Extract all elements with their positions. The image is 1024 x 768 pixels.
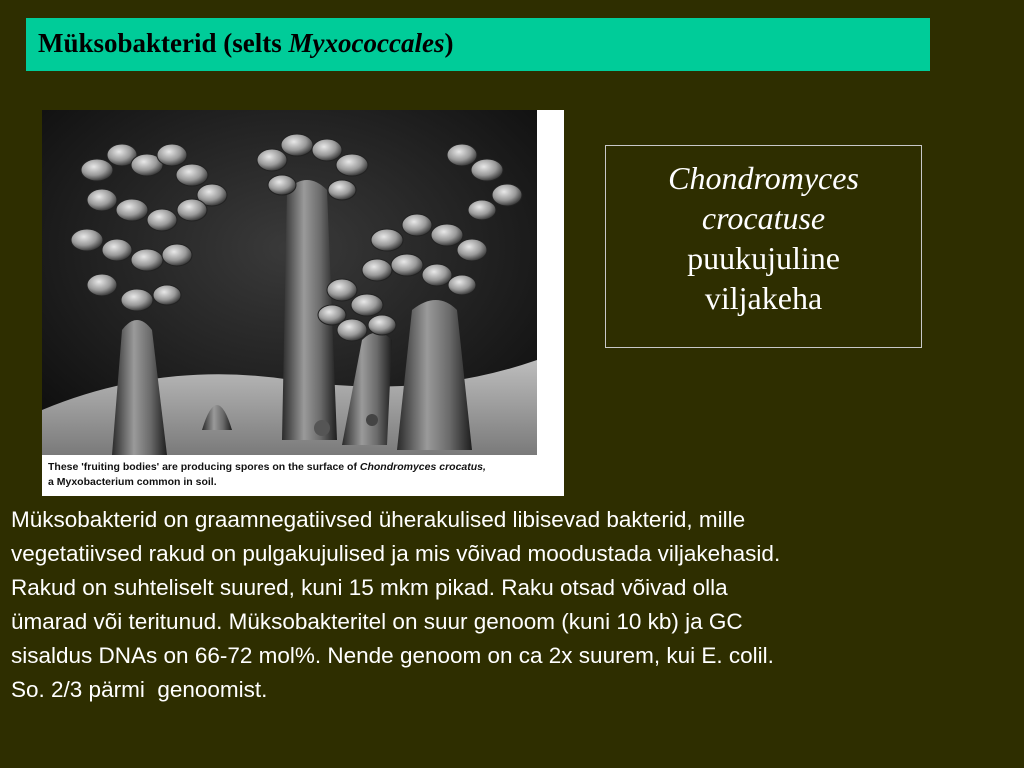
photo-caption-prefix: These 'fruiting bodies' are producing spores on the surface of <box>48 461 360 473</box>
caption-line-1: Chondromyces <box>668 160 859 196</box>
caption-line-4: viljakeha <box>704 280 823 316</box>
fruiting-bodies-photo <box>42 110 564 496</box>
title-suffix: ) <box>444 28 454 58</box>
body-line-3: Rakud on suhteliselt suured, kuni 15 mkm pikad. Raku otsad võivad olla <box>11 575 728 600</box>
body-paragraph <box>11 503 1016 707</box>
photo-caption-line2: a Myxobacterium common in soil. <box>48 476 217 488</box>
body-line-6: So. 2/3 pärmi genoomist. <box>11 677 268 702</box>
photo-caption-italic: Chondromyces crocatus, <box>359 461 486 473</box>
title-italic: Myxococcales <box>288 28 445 58</box>
body-line-1: Müksobakterid on graamnegatiivsed üherakulised libisevad bakterid, mille <box>11 507 746 532</box>
body-line-2: vegetatiivsed rakud on pulgakujulised ja mis võivad moodustada viljakehasid. <box>11 541 781 566</box>
photo-caption <box>48 460 558 490</box>
caption-line-3: puukujuline <box>687 240 840 276</box>
species-caption-box <box>605 145 922 348</box>
title-prefix: Müksobakterid (selts <box>38 28 289 58</box>
slide-title <box>26 18 930 71</box>
body-line-5: sisaldus DNAs on 66-72 mol%. Nende genoom on ca 2x suurem, kui E. colil. <box>11 643 774 668</box>
caption-line-2: crocatuse <box>701 200 826 236</box>
micrograph-image <box>42 110 564 496</box>
body-line-4: ümarad või teritunud. Müksobakteritel on suur genoom (kuni 10 kb) ja GC <box>11 609 743 634</box>
